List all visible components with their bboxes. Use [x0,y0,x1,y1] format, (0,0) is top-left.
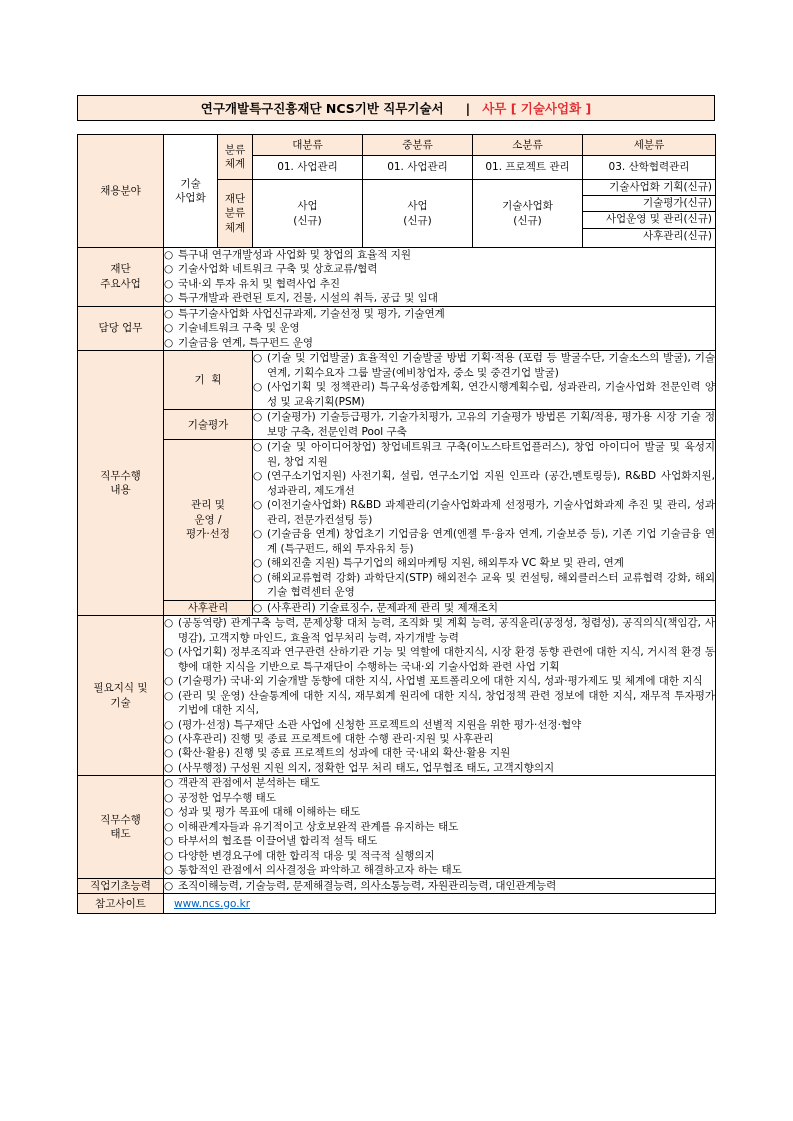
section-aftercare-label: 사후관리 [164,600,253,615]
list-item [164,879,715,893]
list-item-text: (해외진출 지원) 특구기업의 해외마케팅 지원, 해외투자 VC 확보 및 관리, 연계 [267,557,624,570]
bullet-icon: ○ [164,307,174,320]
foundation-major: 사업 (신규) [253,180,363,248]
list-item [164,262,715,276]
list-item [164,849,715,863]
duties-list [164,306,716,350]
list-item-text: (연구소기업지원) 사전기획, 설립, 연구소기업 지원 인프라 (공간,멘토링등), R&BD 사업화지원, 성과관리, 제도개선 [267,470,715,497]
list-item [253,601,715,615]
foundation-system-label: 재단 분류 체계 [218,180,253,248]
list-item [253,571,715,600]
list-item-text: (기술평가) 기술등급평가, 기술가치평가, 고유의 기술평가 방법론 기획/적용, 평가용 시장 기술 정보망 구축, 전문인력 Pool 구축 [267,411,715,438]
section-planning-list [253,351,716,410]
section-evaluation-list [253,410,716,440]
list-item-text: (확산·활용) 진행 및 종료 프로젝트의 성과에 대한 국·내외 확산·활용 지원 [178,747,511,760]
list-item [164,277,715,291]
bullet-icon: ○ [164,879,174,892]
header-middle: 중분류 [363,135,473,156]
list-item-text: 기술사업화 네트워크 구축 및 상호교류/협력 [178,263,378,276]
list-item [164,616,715,645]
bullet-icon: ○ [253,381,263,394]
header-detail: 세분류 [583,135,716,156]
list-item [164,718,715,732]
header-minor: 소분류 [473,135,583,156]
attitude-label: 직무수행 태도 [78,776,164,878]
bullet-icon: ○ [253,441,263,454]
bullet-icon: ○ [164,761,174,774]
list-item-text: 다양한 변경요구에 대한 합리적 대응 및 적극적 실행의지 [178,849,435,862]
bullet-icon: ○ [164,617,174,630]
bullet-icon: ○ [164,747,174,760]
list-item-text: 객관적 관점에서 분석하는 태도 [178,777,320,790]
ncs-minor: 01. 프로젝트 관리 [473,156,583,180]
list-item-text: 특구개발과 관련된 토지, 건물, 시설의 취득, 공급 및 임대 [178,292,438,305]
list-item [253,527,715,556]
main-business-label: 재단 주요사업 [78,248,164,307]
list-item-text: 공정한 업무수행 태도 [178,791,276,804]
bullet-icon: ○ [164,277,174,290]
list-item [164,776,715,790]
foundation-detail [583,180,716,248]
job-content-label: 직무수행 내용 [78,351,164,616]
list-item [164,248,715,262]
basic-ability-label: 직업기초능력 [78,878,164,893]
list-item [253,440,715,469]
foundation-detail-item: 기술평가(신규) [583,196,715,212]
list-item [253,498,715,527]
list-item [164,791,715,805]
section-management-label: 관리 및 운영 / 평가·선정 [164,440,253,600]
list-item-text: (관리 및 운영) 산술통계에 대한 지식, 재무회계 원리에 대한 지식, 창업정책 관련 정보에 대한 지식, 재무적 투자평가 기법에 대한 지식, [178,689,715,717]
list-item-text: (사무행정) 구성원 지원 의지, 정확한 업무 처리 태도, 업무협조 태도, 고객지향의지 [178,761,555,774]
knowledge-label: 필요지식 및 기술 [78,616,164,776]
bullet-icon: ○ [164,689,174,702]
list-item-text: (평가·선정) 특구재단 소관 사업에 신청한 프로젝트의 선별적 지원을 위한 평가·선정·협약 [178,718,582,731]
ncs-major: 01. 사업관리 [253,156,363,180]
list-item-text: 특구내 연구개발성과 사업화 및 창업의 효율적 지원 [178,249,412,261]
bullet-icon: ○ [164,864,174,877]
bullet-icon: ○ [164,675,174,688]
bullet-icon: ○ [164,336,174,349]
section-evaluation-label: 기술평가 [164,410,253,440]
list-item [164,863,715,877]
list-item [164,761,715,775]
bullet-icon: ○ [164,322,174,335]
bullet-icon: ○ [164,732,174,745]
list-item [253,556,715,570]
list-item [164,834,715,848]
list-item [164,820,715,834]
list-item-text: (공동역량) 관계구축 능력, 문제상황 대처 능력, 조직화 및 계획 능력, 공직윤리(공정성, 청렴성), 공직의식(책임감, 사명감), 고객지향 마인드, 효율적 업무처리 능력, 자기개발 능력 [178,617,715,644]
bullet-icon: ○ [164,806,174,819]
list-item-text: (사후관리) 기술료징수, 문제과제 관리 및 제재조치 [267,601,499,614]
bullet-icon: ○ [164,849,174,862]
basic-ability-list [164,878,716,893]
list-item [164,689,715,718]
bullet-icon: ○ [253,411,263,424]
knowledge-list [164,616,716,776]
bullet-icon: ○ [164,263,174,276]
list-item-text: 기술금융 연계, 특구펀드 운영 [178,336,314,349]
bullet-icon: ○ [164,820,174,833]
list-item [164,732,715,746]
list-item-text: 타부서의 협조를 이끌어낼 합리적 설득 태도 [178,835,378,848]
list-item-text: 성과 및 평가 목표에 대해 이해하는 태도 [178,806,361,819]
bullet-icon: ○ [253,499,263,512]
section-management-list [253,440,716,600]
title-separator: | [465,100,471,116]
bullet-icon: ○ [164,718,174,731]
main-business-list [164,248,716,307]
list-item-text: 국내·외 투자 유치 및 협력사업 추진 [178,277,341,290]
list-item-text: (기술평가) 국내·외 기술개발 동향에 대한 지식, 사업별 포트폴리오에 대한 지식, 성과·평가제도 및 체계에 대한 지식 [178,675,703,688]
list-item-text: (사후관리) 진행 및 종료 프로젝트에 대한 수행 관리·지원 및 사후관리 [178,732,494,745]
list-item-text: 조직이해능력, 기술능력, 문제해결능력, 의사소통능력, 자원관리능력, 대인관계능력 [178,879,557,892]
bullet-icon: ○ [164,835,174,848]
list-item-text: 기술네트워크 구축 및 운영 [178,322,300,335]
list-item [164,321,715,335]
bullet-icon: ○ [253,528,263,541]
bullet-icon: ○ [253,352,263,365]
list-item-text: (기술 및 기업발굴) 효율적인 기술발굴 방법 기획·적용 (포럼 등 발굴수단, 기술소스의 발굴), 기술연계, 기획수요자 그룹 발굴(예비창업자, 중소 및 중견기업 발굴) [267,352,715,379]
header-major: 대분류 [253,135,363,156]
recruit-field-label: 채용분야 [78,135,164,248]
list-item [164,805,715,819]
list-item-text: (사업기획 및 정책관리) 특구육성종합계획, 연간시행계획수립, 성과관리, 기술사업화 전문인력 양성 및 교육기획(PSM) [267,381,715,408]
list-item-text: (사업기획) 정부조직과 연구관련 산하기관 기능 및 역할에 대한지식, 시장 환경 동향 관련에 대한 지식, 거시적 환경 동향에 대한 지식을 기반으로 특구재단이 수행하는 국내·외 기술사업화 관련 사업 기획 [178,646,715,673]
list-item [253,351,715,380]
foundation-detail-item: 사업운영 및 관리(신규) [583,212,715,228]
bullet-icon: ○ [164,292,174,305]
field-name: 기술 사업화 [164,135,218,248]
bullet-icon: ○ [253,557,263,570]
page-title [77,95,715,121]
list-item [253,380,715,409]
title-main: 연구개발특구진흥재단 NCS기반 직무기술서 [200,101,444,116]
ncs-system-label: 분류 체계 [218,135,253,180]
bullet-icon: ○ [164,249,174,261]
duties-label: 담당 업무 [78,306,164,350]
bullet-icon: ○ [164,646,174,659]
bullet-icon: ○ [253,571,263,584]
list-item [164,336,715,350]
list-item [164,291,715,305]
foundation-minor: 기술사업화 (신규) [473,180,583,248]
list-item-text: (기술 및 아이디어창업) 창업네트워크 구축(이노스타트업플러스), 창업 아이디어 발굴 및 육성지원, 창업 지원 [267,441,715,468]
bullet-icon: ○ [164,777,174,790]
ncs-middle: 01. 사업관리 [363,156,473,180]
list-item [164,746,715,760]
list-item-text: (이전기술사업화) R&BD 과제관리(기술사업화과제 선정평가, 기술사업화과제 추진 및 관리, 성과관리, 전문가컨설팅 등) [267,499,715,526]
list-item [253,410,715,439]
list-item [164,645,715,674]
ncs-detail: 03. 산학협력관리 [583,156,716,180]
job-description-table [77,134,716,914]
list-item-text: 통합적인 관점에서 의사결정을 파악하고 해결하고자 하는 태도 [178,864,462,877]
list-item-text: 이해관계자들과 유기적이고 상호보완적 관계를 유지하는 태도 [178,820,459,833]
list-item [164,307,715,321]
list-item-text: (기술금융 연계) 창업초기 기업금융 연계(엔젤 투·융자 연계, 기술보증 등), 기존 기업 기술금융 연계 (특구펀드, 해외 투자유치 등) [267,528,715,555]
section-aftercare-list [253,600,716,615]
list-item-text: 특구기술사업화 사업신규과제, 기술선정 및 평가, 기술연계 [178,307,445,320]
list-item [164,674,715,688]
list-item-text: (해외교류협력 강화) 과학단지(STP) 해외전수 교육 및 컨설팅, 해외클러스터 교류협력 강화, 해외기술 협력센터 운영 [267,571,715,599]
reference-label: 참고사이트 [78,894,164,914]
reference-link[interactable]: www.ncs.go.kr [174,897,251,910]
bullet-icon: ○ [164,791,174,804]
foundation-middle: 사업 (신규) [363,180,473,248]
foundation-detail-item: 사후관리(신규) [642,229,712,242]
section-planning-label: 기 획 [164,351,253,410]
bullet-icon: ○ [253,601,263,614]
bullet-icon: ○ [253,470,263,483]
attitude-list [164,776,716,878]
reference-cell [164,894,716,914]
list-item [253,469,715,498]
foundation-detail-item: 기술사업화 기획(신규) [583,180,715,196]
title-subtitle: 사무 [ 기술사업화 ] [482,101,592,116]
